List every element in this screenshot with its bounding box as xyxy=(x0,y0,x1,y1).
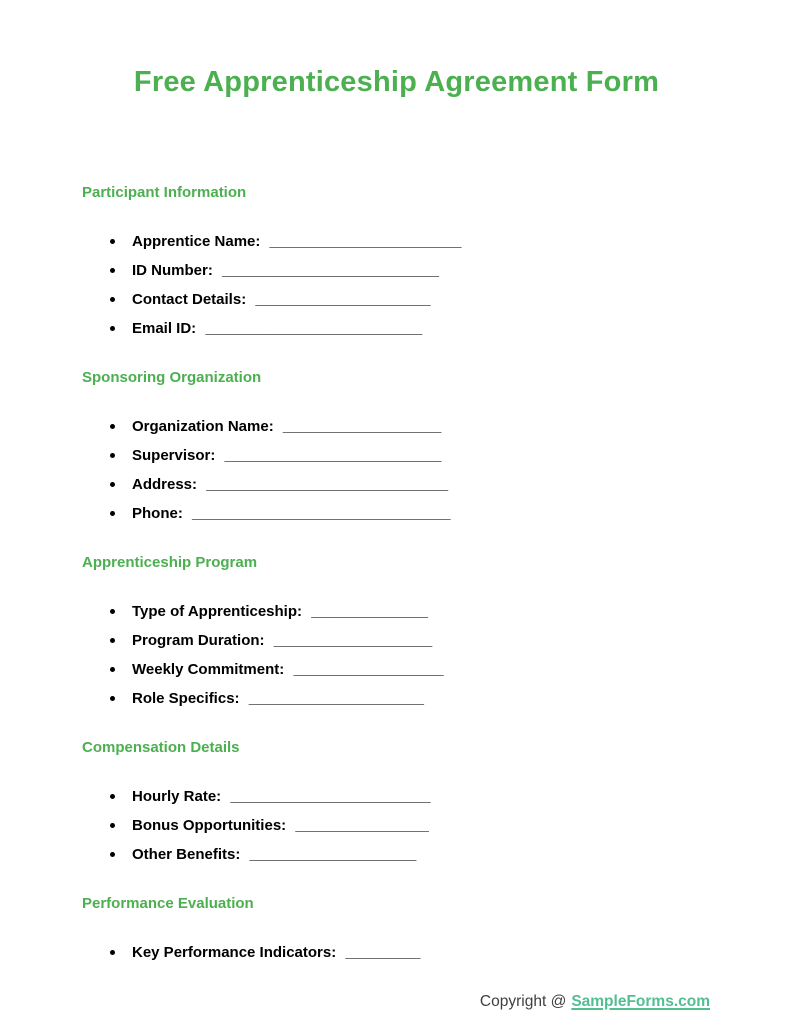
field-blank-line: _____________________________ xyxy=(206,476,449,493)
field-role-specifics xyxy=(82,684,743,713)
field-email-id xyxy=(82,314,743,343)
section-heading-compensation-details: Compensation Details xyxy=(82,739,240,756)
field-blank-line: ___________________ xyxy=(273,632,433,649)
field-blank-line: ________________ xyxy=(295,817,429,834)
field-contact-details xyxy=(82,285,743,314)
field-program-duration xyxy=(82,626,743,655)
bullet-icon xyxy=(110,609,115,614)
sampleforms-link[interactable]: SampleForms.com xyxy=(571,993,710,1010)
bullet-icon xyxy=(110,453,115,458)
bullet-icon xyxy=(110,239,115,244)
bullet-icon xyxy=(110,950,115,955)
field-label: Address: xyxy=(132,476,198,493)
field-label: Supervisor: xyxy=(132,447,216,464)
field-blank-line: ___________________ xyxy=(282,418,442,435)
field-blank-line: _______________________ xyxy=(269,233,462,250)
section-heading-sponsoring-organization: Sponsoring Organization xyxy=(82,369,262,386)
footer xyxy=(480,992,710,1012)
field-list xyxy=(82,938,743,967)
copyright-text: Copyright @ xyxy=(479,993,567,1010)
form-body xyxy=(0,183,793,967)
bullet-icon xyxy=(110,638,115,643)
bullet-icon xyxy=(110,823,115,828)
field-label: ID Number: xyxy=(132,262,213,279)
field-list xyxy=(82,597,743,713)
field-list xyxy=(82,227,743,343)
field-label: Apprentice Name: xyxy=(132,233,261,250)
field-label: Phone: xyxy=(132,505,183,522)
bullet-icon xyxy=(110,482,115,487)
field-blank-line: __________________ xyxy=(293,661,444,678)
section-heading-apprenticeship-program: Apprenticeship Program xyxy=(82,554,258,571)
section-heading-performance-evaluation: Performance Evaluation xyxy=(82,895,254,912)
section-apprenticeship-program xyxy=(82,553,743,713)
field-blank-line: _____________________ xyxy=(248,690,424,707)
bullet-icon xyxy=(110,696,115,701)
section-participant-information xyxy=(82,183,743,343)
field-label: Bonus Opportunities: xyxy=(132,817,287,834)
bullet-icon xyxy=(110,794,115,799)
field-blank-line: __________________________ xyxy=(205,320,423,337)
field-label: Role Specifics: xyxy=(132,690,240,707)
field-hourly-rate xyxy=(82,782,743,811)
field-blank-line: _________ xyxy=(345,944,421,961)
field-bonus-opportunities xyxy=(82,811,743,840)
field-label: Key Performance Indicators: xyxy=(132,944,337,961)
bullet-icon xyxy=(110,852,115,857)
field-label: Weekly Commitment: xyxy=(132,661,285,678)
section-heading-participant-information: Participant Information xyxy=(82,184,247,201)
field-list xyxy=(82,782,743,869)
field-label: Hourly Rate: xyxy=(132,788,222,805)
field-blank-line: __________________________ xyxy=(224,447,442,464)
section-sponsoring-organization xyxy=(82,368,743,528)
field-weekly-commitment xyxy=(82,655,743,684)
section-compensation-details xyxy=(82,738,743,869)
bullet-icon xyxy=(110,511,115,516)
field-blank-line: _______________________________ xyxy=(192,505,451,522)
bullet-icon xyxy=(110,326,115,331)
field-label: Other Benefits: xyxy=(132,846,241,863)
field-label: Organization Name: xyxy=(132,418,274,435)
field-label: Program Duration: xyxy=(132,632,265,649)
field-blank-line: ____________________ xyxy=(249,846,417,863)
field-label: Email ID: xyxy=(132,320,197,337)
field-blank-line: _____________________ xyxy=(255,291,431,308)
page-title: Free Apprenticeship Agreement Form xyxy=(133,66,660,98)
bullet-icon xyxy=(110,424,115,429)
field-address xyxy=(82,470,743,499)
bullet-icon xyxy=(110,667,115,672)
bullet-icon xyxy=(110,268,115,273)
field-phone xyxy=(82,499,743,528)
bullet-icon xyxy=(110,297,115,302)
field-label: Contact Details: xyxy=(132,291,247,308)
field-blank-line: ________________________ xyxy=(230,788,431,805)
field-blank-line: ______________ xyxy=(311,603,428,620)
field-supervisor xyxy=(82,441,743,470)
field-blank-line: __________________________ xyxy=(222,262,439,279)
field-organization-name xyxy=(82,412,743,441)
field-list xyxy=(82,412,743,528)
field-key-performance-indicators xyxy=(82,938,743,967)
field-type-of-apprenticeship xyxy=(82,597,743,626)
field-label: Type of Apprenticeship: xyxy=(132,603,303,620)
field-id-number xyxy=(82,256,743,285)
field-other-benefits xyxy=(82,840,743,869)
section-performance-evaluation xyxy=(82,894,743,967)
field-apprentice-name xyxy=(82,227,743,256)
